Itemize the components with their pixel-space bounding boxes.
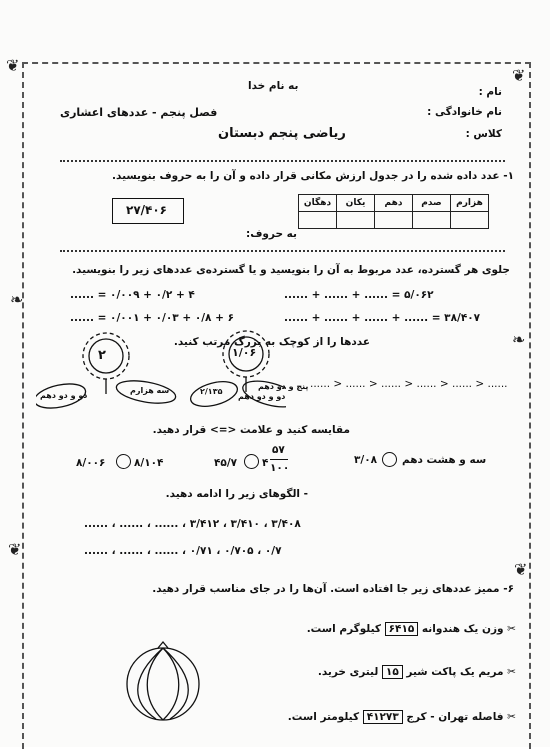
q4-c1-right: ۸/۱۰۴ [134,457,164,469]
fraction-bar [270,459,288,460]
scissors-icon: ✂ [503,711,516,723]
q2-left-1: ۴ + ۰/۲ + ۰/۰۰۹ = ...... [70,289,195,301]
q1-text: ۱- عدد داده شده را در جدول ارزش مکانی قرار داده و آن را به حروف بنویسید. [112,170,514,182]
q6-num-box[interactable]: ۶۴۱۵ [385,622,419,636]
q2-right-2: ۳۸/۴۰۷ = ...... + ...... + ...... + ...... [284,312,481,324]
watermelon-icon [122,640,204,724]
q4-c3-right: ۳/۰۸ [354,454,378,466]
leaf-value: دو و دو دهم [40,391,88,400]
q3-order-line: ...... < ...... < ...... < ...... < ...... < ...... [310,378,508,390]
q2-right-1: ۵/۰۶۲ = ...... + ...... + ...... [284,289,434,301]
scissors-icon: ✂ [503,623,516,635]
pv-cell[interactable] [375,212,413,229]
q6-sentence-2: ✂ مریم یک پاکت شیر ۱۵ لیتری خرید. [317,666,516,678]
compare-circle[interactable] [116,454,131,469]
leaf-icon: ❦ [8,540,22,559]
leaf-value: دو و دو دهم [238,392,286,401]
q4-c2-denominator: ۱۰۰ [270,462,290,474]
q6-sentence-3: ✂ فاصله تهران - کرج ۴۱۲۷۳ کیلومتر است. [287,711,516,723]
pv-header: دهم [375,195,413,212]
pv-cell[interactable] [413,212,451,229]
subject-title: ریاضی پنجم دبستان [218,126,346,141]
leaf-icon: ❦ [512,66,526,85]
pv-cell[interactable] [299,212,337,229]
leaf-icon: ❦ [514,560,528,579]
pv-cell[interactable] [451,212,489,229]
q4-text: مقایسه کنید و علامت <=> قرار دهید. [152,424,350,436]
q5-pattern-1: ۳/۴۰۸ ، ۳/۴۱۰ ، ۳/۴۱۲ ، ...... ، ...... ، ...... [84,518,301,530]
q6-sentence-1: ✂ وزن یک هندوانه ۶۴۱۵ کیلوگرم است. [306,623,516,635]
q1-number: ۲۷/۴۰۶ [126,203,168,217]
compare-circle[interactable] [244,454,259,469]
q2-text: جلوی هر گسترده، عدد مربوط به آن را بنویسید و یا گسترده‌ی عددهای زیر را بنویسید. [72,264,510,276]
leaf-value: ۲/۱۳۵ [200,387,223,396]
q6-text: ۶- ممیز عددهای زیر جا افتاده است. آن‌ها را در جای مناسب قرار دهید. [152,583,514,595]
chapter-title: فصل پنجم - عددهای اعشاری [60,106,218,119]
leaf-value: سه هزارم [130,386,170,395]
q4-c2-numerator: ۵۷ [272,444,285,456]
q6-num-box[interactable]: ۴۱۲۷۳ [363,710,403,724]
q4-c3-left: سه و هشت دهم [402,454,487,466]
bismillah: به نام خدا [248,80,299,92]
q4-c2-left: ۴۵/۷ [214,457,238,469]
q6-num-box[interactable]: ۱۵ [382,665,403,679]
leaf-value: پنج و دو دهم [258,382,309,391]
q4-c2-whole: ۴ [262,457,269,469]
pv-header: هزارم [451,195,489,212]
q1-letters-label: به حروف: [246,228,297,240]
pv-header: یکان [337,195,375,212]
q5-pattern-2: ۰/۷ ، ۰/۷۰۵ ، ۰/۷۱ ، ...... ، ...... ، ...... [84,545,282,557]
compare-circle[interactable] [382,452,397,467]
q5-text: - الگوهای زیر را ادامه دهید. [165,488,308,500]
leaf-icon: ❧ [512,330,526,349]
name-label: نام : [478,86,502,98]
scissors-icon: ✂ [503,666,516,678]
place-value-table [298,194,489,229]
flower-value: ۲ [98,348,106,363]
q4-c1-left: ۸/۰۰۶ [76,457,106,469]
family-label: نام خانوادگی : [427,106,502,118]
q3-text: عددها را از کوچک به بزرگ مرتب کنید. [173,336,370,348]
pv-header: صدم [413,195,451,212]
leaf-icon: ❦ [6,56,20,75]
class-label: کلاس : [465,128,502,140]
section-divider [60,250,505,252]
pv-cell[interactable] [337,212,375,229]
pv-header: دهگان [299,195,337,212]
flower-value: ۱/۰۶ [232,346,257,359]
header-divider [60,160,505,162]
q2-left-2: ۶ + ۰/۸ + ۰/۰۳ + ۰/۰۰۱ = ...... [70,312,234,324]
leaf-icon: ❧ [10,290,24,309]
